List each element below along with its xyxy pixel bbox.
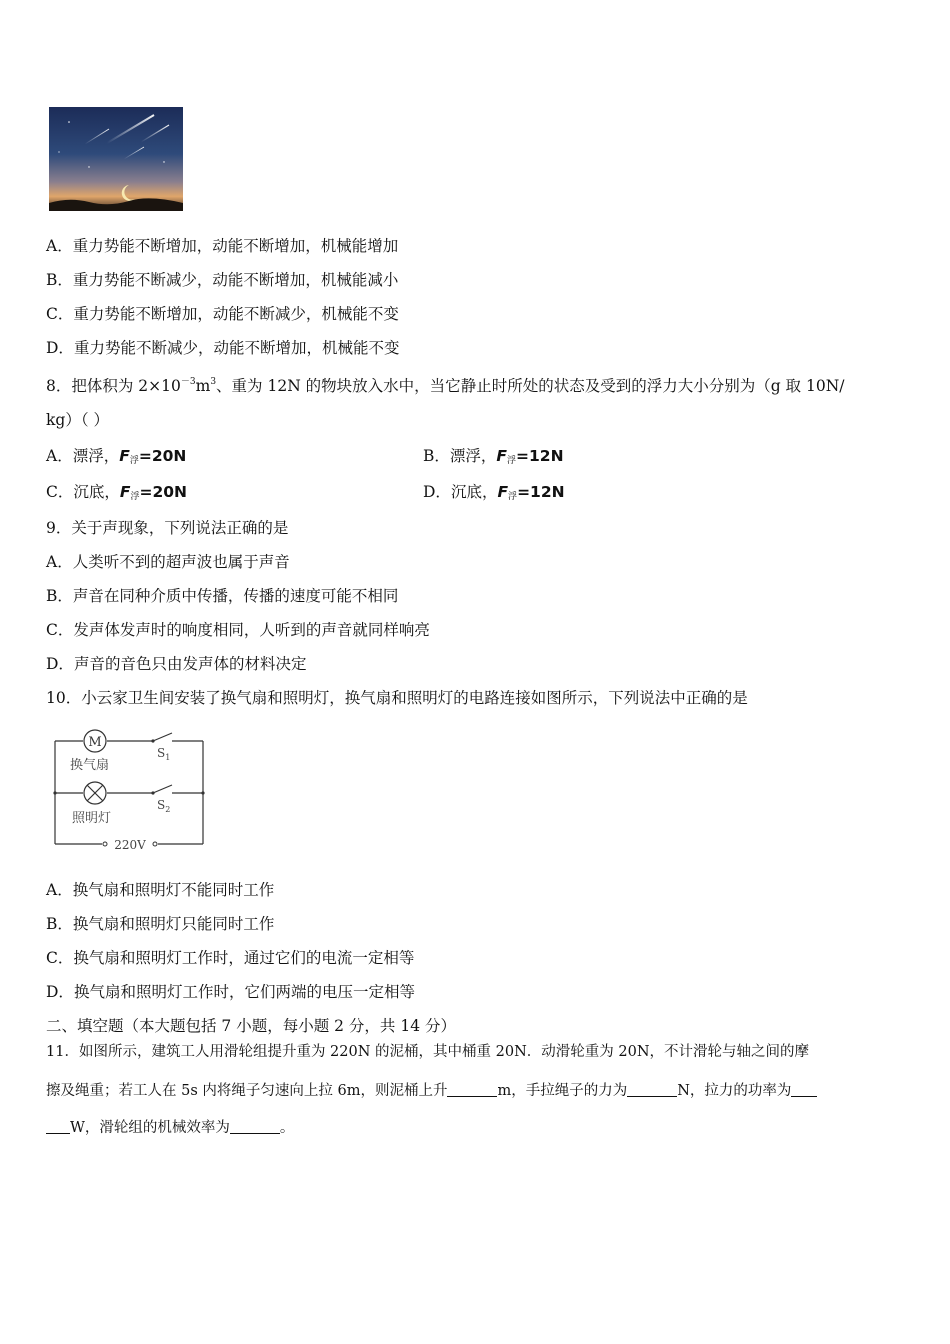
- q7-option-d: [46, 338, 399, 358]
- q7-option-c: [46, 304, 399, 324]
- force-subscript: 浮: [507, 456, 517, 466]
- option-state: 沉底，: [73, 483, 120, 501]
- answer-blank[interactable]: [230, 1117, 280, 1134]
- q8-stem-part-c: 、重为 12N 的物块放入水中，当它静止时所处的状态及受到的浮力大小分别为（g 取 10N/: [216, 377, 845, 395]
- force-subscript: 浮: [129, 456, 139, 466]
- force-symbol: F: [119, 447, 130, 465]
- option-value: =12N: [516, 447, 564, 465]
- q11-text: 擦及绳重；若工人在 5s 内将绳子匀速向上拉 6m，则泥桶上升: [46, 1083, 448, 1099]
- answer-blank[interactable]: [791, 1080, 817, 1097]
- circuit-diagram: [50, 727, 210, 852]
- force-symbol: F: [496, 447, 507, 465]
- option-value: =12N: [517, 483, 565, 501]
- q8-stem-line1: [46, 372, 844, 396]
- force-subscript: 浮: [508, 492, 518, 502]
- q9-option-a: [46, 552, 290, 572]
- q10-option-a: [46, 880, 274, 900]
- option-letter: D．: [46, 339, 74, 357]
- option-letter: B．: [46, 587, 73, 605]
- option-state: 沉底，: [450, 483, 498, 501]
- q8-stem-exponent: －3: [180, 377, 196, 387]
- q11-text: W，滑轮组的机械效率为: [70, 1120, 230, 1136]
- switch1-label: $S_1$: [157, 746, 171, 762]
- option-text: 重力势能不断减少，动能不断增加，机械能减小: [72, 271, 399, 289]
- answer-blank[interactable]: [46, 1117, 70, 1134]
- q8-stem-line2: kg）（ ）: [46, 411, 109, 429]
- option-text: 声音在同种介质中传播，传播的速度可能不相同: [72, 587, 399, 605]
- q8-options-row2: [46, 482, 906, 507]
- option-value: =20N: [139, 483, 188, 501]
- option-letter: A．: [46, 447, 73, 465]
- option-text: 换气扇和照明灯不能同时工作: [72, 881, 275, 899]
- option-text: 人类听不到的超声波也属于声音: [72, 553, 290, 571]
- option-text: 换气扇和照明灯工作时，通过它们的电流一定相等: [73, 949, 415, 967]
- option-text: 重力势能不断增加，动能不断减少，机械能不变: [73, 305, 399, 323]
- voltage-label: 220V: [114, 838, 146, 852]
- q9-option-d: [46, 654, 306, 674]
- q11-text: m，手拉绳子的力为: [497, 1083, 628, 1099]
- option-text: 声音的音色只由发声体的材料决定: [73, 655, 307, 673]
- lamp-label: 照明灯: [72, 811, 112, 826]
- option-letter: C．: [46, 305, 74, 323]
- option-letter: C．: [46, 621, 74, 639]
- q11-line3: [46, 1117, 294, 1138]
- option-text: 换气扇和照明灯只能同时工作: [72, 915, 275, 933]
- option-letter: A．: [46, 553, 73, 571]
- meteor-night-sky-image: [49, 107, 183, 211]
- option-state: 漂浮，: [449, 447, 497, 465]
- option-text: 重力势能不断减少，动能不断增加，机械能不变: [73, 339, 400, 357]
- q9-option-c: [46, 620, 430, 640]
- q10-stem: 10．小云家卫生间安装了换气扇和照明灯，换气扇和照明灯的电路连接如图所示，下列说法中正确的是: [46, 689, 748, 707]
- q10-option-c: [46, 948, 414, 968]
- option-letter: A．: [46, 237, 73, 255]
- fan-label: 换气扇: [70, 758, 110, 773]
- q8-options-row1: [46, 446, 906, 471]
- q7-option-a: [46, 236, 398, 256]
- switch2-label: $S_2$: [157, 798, 171, 814]
- option-state: 漂浮，: [72, 447, 120, 465]
- q10-option-b: [46, 914, 274, 934]
- option-text: 发声体发声时的响度相同，人听到的声音就同样响亮: [73, 621, 430, 639]
- option-letter: A．: [46, 881, 73, 899]
- q9-option-b: [46, 586, 398, 606]
- q8-option-c: [46, 483, 187, 501]
- answer-blank[interactable]: [627, 1080, 677, 1097]
- q11-line1: 11．如图所示，建筑工人用滑轮组提升重为 220N 的泥桶，其中桶重 20N．动滑轮重为 20N，不计滑轮与轴之间的摩: [46, 1044, 810, 1060]
- option-value: =20N: [138, 447, 187, 465]
- force-subscript: 浮: [130, 492, 140, 502]
- motor-label: M: [88, 735, 102, 750]
- option-letter: B．: [423, 447, 450, 465]
- option-letter: D．: [46, 655, 74, 673]
- q11-text: 。: [279, 1120, 295, 1136]
- force-symbol: F: [119, 483, 131, 501]
- q10-option-d: [46, 982, 415, 1002]
- section-title: 二、填空题（本大题包括 7 小题，每小题 2 分，共 14 分）: [46, 1017, 457, 1035]
- q11-line2: [46, 1080, 817, 1101]
- q8-stem-part-a: 8．把体积为 2×10: [46, 377, 181, 395]
- option-letter: B．: [46, 915, 73, 933]
- lamp-symbol-icon: [84, 782, 106, 804]
- q7-option-b: [46, 270, 398, 290]
- q8-option-d: [423, 482, 565, 507]
- q11-text: N，拉力的功率为: [677, 1083, 792, 1099]
- q8-stem-exponent2: 3: [210, 377, 217, 387]
- answer-blank[interactable]: [447, 1080, 497, 1097]
- option-text: 重力势能不断增加，动能不断增加，机械能增加: [72, 237, 399, 255]
- force-symbol: F: [497, 483, 509, 501]
- q8-option-b: [423, 446, 564, 471]
- option-letter: B．: [46, 271, 73, 289]
- q8-stem-part-b: m: [195, 377, 211, 395]
- q8-option-a: [46, 447, 186, 465]
- option-letter: D．: [423, 483, 451, 501]
- option-letter: C．: [46, 483, 74, 501]
- option-letter: D．: [46, 983, 74, 1001]
- option-text: 换气扇和照明灯工作时，它们两端的电压一定相等: [73, 983, 415, 1001]
- option-letter: C．: [46, 949, 74, 967]
- q9-stem: 9．关于声现象，下列说法正确的是: [46, 519, 289, 537]
